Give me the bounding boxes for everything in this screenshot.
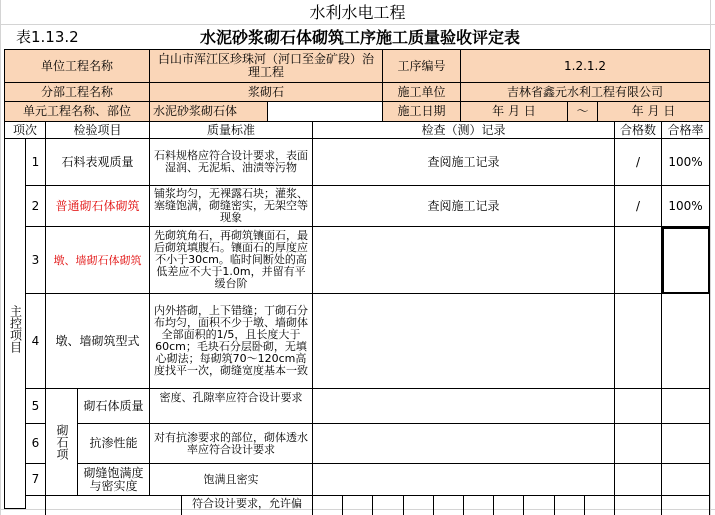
sub-label: 分部工程名称 (4, 83, 150, 102)
row-standard: 饱满且密实 (150, 464, 313, 496)
row-count[interactable] (615, 389, 662, 424)
sub-value[interactable]: 浆砌石 (150, 83, 383, 102)
row-record[interactable]: 查阅施工记录 (313, 186, 615, 227)
row-rate[interactable]: 100% (662, 186, 710, 227)
row-count[interactable] (615, 294, 662, 389)
record-subcell[interactable] (434, 496, 464, 515)
col-head-item: 检验项目 (46, 122, 150, 139)
unit-label: 单位工程名称 (4, 49, 150, 83)
record-subcell[interactable] (524, 496, 554, 515)
col-head-std: 质量标准 (150, 122, 313, 139)
row-item: 墩、墙砌筑型式 (46, 294, 150, 389)
main-control-label: 主控项目 (8, 304, 23, 353)
row-rate[interactable] (662, 464, 710, 496)
row-item: 普通砌石体砌筑 (46, 186, 150, 227)
row-no: 1 (26, 139, 46, 186)
proc-no-value[interactable]: 1.2.1.2 (461, 49, 710, 83)
record-subcell[interactable] (585, 496, 615, 515)
row-count[interactable] (615, 424, 662, 464)
row-no-partial (26, 496, 46, 515)
masonry-subgroup (46, 389, 78, 496)
unit-value[interactable]: 白山市浑江区珍珠河（河口至金矿段）治理工程 (150, 49, 383, 83)
record-subcell[interactable] (555, 496, 585, 515)
org-title: 水利水电工程 (309, 2, 406, 22)
gridline (0, 0, 1, 515)
elem-extra[interactable] (268, 102, 383, 122)
record-subcell[interactable] (373, 496, 403, 515)
row-rate-partial[interactable] (662, 496, 710, 515)
row-standard: 内外搭砌，上下错缝；丁砌石分布均匀，面积不少于墩、墙砌体全部面积的1/5，且长度大于60cm；毛块石分层卧砌，无填心砌法；每砌筑70～120cm高度找平一次，砌缝宽度基本一致 (150, 294, 313, 389)
row-record[interactable]: 查阅施工记录 (313, 139, 615, 186)
row-count[interactable] (615, 227, 662, 294)
masonry-subgroup-label: 砌石项 (55, 424, 69, 460)
col-head-no: 项次 (4, 122, 46, 139)
elem-value[interactable]: 水泥砂浆砌石体 (150, 102, 268, 122)
gridline (710, 0, 711, 515)
row-rate[interactable] (662, 294, 710, 389)
date-from[interactable]: 年 月 日 (461, 102, 568, 122)
row-record[interactable] (313, 424, 615, 464)
row-item: 抗渗性能 (78, 424, 150, 464)
record-subcell[interactable] (494, 496, 524, 515)
row-rate[interactable] (662, 424, 710, 464)
record-subcell[interactable] (464, 496, 494, 515)
elem-label: 单元工程名称、部位 (4, 102, 150, 122)
row-standard: 铺浆均匀，无裸露石块；灌浆、塞缝饱满，砌缝密实，无架空等现象 (150, 186, 313, 227)
row-item: 砌缝饱满度与密实度 (78, 464, 150, 496)
row-no: 2 (26, 186, 46, 227)
col-head-record: 检查（测）记录 (313, 122, 615, 139)
row-standard: 石料规格应符合设计要求，表面湿润、无泥垢、油渍等污物 (150, 139, 313, 186)
proc-no-label: 工序编号 (383, 49, 461, 83)
row-rate[interactable]: 100% (662, 139, 710, 186)
form-code: 表1.13.2 (16, 27, 79, 46)
construct-label: 施工单位 (383, 83, 461, 102)
row-standard: 对有抗渗要求的部位，砌体透水率应符合设计要求 (150, 424, 313, 464)
row-standard: 先砌筑角石，再砌筑镶面石，最后砌筑填腹石。镶面石的厚度应不小于30cm。临时间断处的高低差应不大于1.0m，并留有平缓台阶 (150, 227, 313, 294)
record-subcell[interactable] (343, 496, 373, 515)
row-rate-selected[interactable] (662, 227, 710, 294)
row-item-partial (46, 496, 182, 515)
row-record[interactable] (313, 389, 615, 424)
row-record[interactable] (313, 464, 615, 496)
row-item: 砌石体质量 (78, 389, 150, 424)
row-no: 6 (26, 424, 46, 464)
row-rate[interactable] (662, 389, 710, 424)
row-no: 4 (26, 294, 46, 389)
row-count[interactable]: / (615, 139, 662, 186)
date-label: 施工日期 (383, 102, 461, 122)
construct-value[interactable]: 吉林省鑫元水利工程有限公司 (461, 83, 710, 102)
date-to[interactable]: 年 月 日 (598, 102, 710, 122)
row-standard: 密度、孔隙率应符合设计要求 (150, 389, 313, 424)
form-title: 水泥砂浆砌石体砌筑工序施工质量验收评定表 (199, 27, 520, 47)
row-record[interactable] (313, 294, 615, 389)
row-count-partial[interactable] (615, 496, 662, 515)
row-standard-partial: 符合设计要求，允许偏 (182, 496, 313, 515)
row-no: 5 (26, 389, 46, 424)
row-item: 石料表观质量 (46, 139, 150, 186)
row-no: 7 (26, 464, 46, 496)
main-control-group (4, 139, 26, 509)
date-separator: ～ (568, 102, 598, 122)
row-item: 墩、墙砌石体砌筑 (46, 227, 150, 294)
record-subcell[interactable] (313, 496, 343, 515)
row-record[interactable] (313, 227, 615, 294)
col-head-count: 合格数 (615, 122, 662, 139)
row-count[interactable]: / (615, 186, 662, 227)
row-no: 3 (26, 227, 46, 294)
record-subcell[interactable] (404, 496, 434, 515)
row-count[interactable] (615, 464, 662, 496)
col-head-rate: 合格率 (662, 122, 710, 139)
